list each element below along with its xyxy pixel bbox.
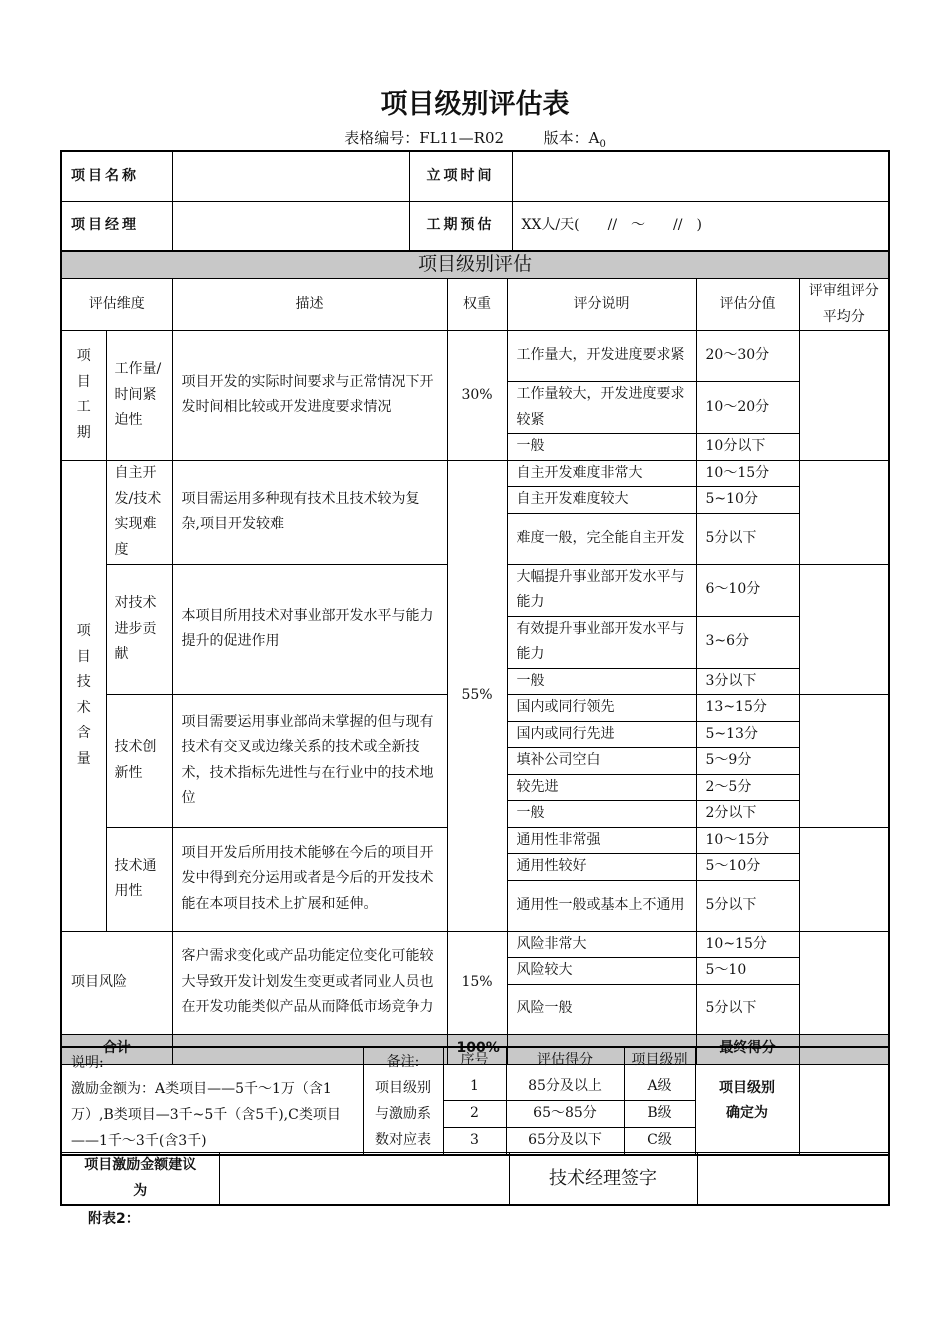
rule-score: 5分以下 — [696, 984, 799, 1034]
rule-text: 一般 — [507, 434, 696, 461]
sub-tech-difficulty: 自主开发/技术实现难度 — [106, 460, 172, 564]
rule-score: 5～9分 — [696, 748, 799, 775]
bonus-label: 项目激励金额建议为 — [61, 1153, 219, 1206]
weight-schedule: 30% — [447, 331, 507, 461]
rule-text: 工作量大，开发进度要求紧 — [507, 331, 696, 382]
start-time-label: 立项时间 — [409, 151, 512, 201]
row-level: C级 — [624, 1127, 695, 1155]
explain-text: 说明: 激励金额为：A类项目——5千～1万（含1万）,B类项目—3千~5千（含5千),C类项目——1千～3千(含3千) — [61, 1047, 363, 1155]
rule-text: 较先进 — [507, 774, 696, 801]
col-description: 描述 — [172, 279, 447, 331]
desc-risk: 客户需求变化或产品功能定位变化可能较大导致开发计划发生变更或者同业人员也在开发功能类似产品从而降低市场竞争力 — [172, 931, 447, 1034]
rule-score: 10～20分 — [696, 382, 799, 434]
rule-text: 国内或同行先进 — [507, 721, 696, 748]
hdr-seq: 序号 — [443, 1047, 506, 1074]
review-score-cell[interactable] — [799, 564, 889, 695]
weight-tech: 55% — [447, 460, 507, 931]
rule-text: 有效提升事业部开发水平与能力 — [507, 616, 696, 668]
total-weight: 100% — [447, 1034, 507, 1064]
col-dimension: 评估维度 — [61, 279, 172, 331]
dim-tech: 项目技术含量 — [61, 460, 106, 931]
sub-tech-contribution: 对技术进步贡献 — [106, 564, 172, 695]
remark-text: 备注: 项目级别与激励系数对应表 — [363, 1047, 443, 1155]
col-rule: 评分说明 — [507, 279, 696, 331]
rule-text: 通用性非常强 — [507, 827, 696, 854]
rule-text: 风险较大 — [507, 958, 696, 985]
rule-score: 5～10 — [696, 958, 799, 985]
rule-score: 10~15分 — [696, 931, 799, 958]
sub-tech-generality: 技术通用性 — [106, 827, 172, 931]
rule-text: 通用性一般或基本上不通用 — [507, 880, 696, 931]
hdr-level: 项目级别 — [624, 1047, 695, 1074]
rule-text: 风险一般 — [507, 984, 696, 1034]
rule-text: 大幅提升事业部开发水平与能力 — [507, 564, 696, 616]
section-title: 项目级别评估 — [61, 252, 889, 279]
sign-label: 技术经理签字 — [509, 1153, 697, 1206]
appendix-label: 附表2： — [88, 1211, 140, 1227]
row-score: 85分及以上 — [506, 1074, 624, 1100]
hdr-score: 评估得分 — [506, 1047, 624, 1074]
review-score-cell[interactable] — [799, 460, 889, 564]
review-score-cell[interactable] — [799, 331, 889, 461]
rule-score: 13~15分 — [696, 695, 799, 722]
rule-score: 2～5分 — [696, 774, 799, 801]
manager-label: 项目经理 — [61, 201, 172, 251]
rule-score: 10～15分 — [696, 827, 799, 854]
sub-workload: 工作量/时间紧迫性 — [106, 331, 172, 461]
duration-label: 工期预估 — [409, 201, 512, 251]
col-review-avg: 评审组评分平均分 — [799, 279, 889, 331]
dim-schedule: 项目工期 — [61, 331, 106, 461]
rule-score: 5分以下 — [696, 880, 799, 931]
row-level: A级 — [624, 1074, 695, 1100]
rule-score: 3分以下 — [696, 668, 799, 695]
row-level: B级 — [624, 1100, 695, 1127]
row-seq: 3 — [443, 1127, 506, 1155]
col-weight: 权重 — [447, 279, 507, 331]
row-seq: 2 — [443, 1100, 506, 1127]
rule-score: 20～30分 — [696, 331, 799, 382]
duration-field[interactable]: XX人/天( // ～ // ) — [512, 201, 889, 251]
dim-risk: 项目风险 — [61, 931, 172, 1034]
header-table — [60, 150, 890, 252]
rule-text: 风险非常大 — [507, 931, 696, 958]
rule-text: 难度一般，完全能自主开发 — [507, 513, 696, 564]
review-score-cell[interactable] — [799, 931, 889, 1034]
rule-score: 5~13分 — [696, 721, 799, 748]
rule-text: 一般 — [507, 668, 696, 695]
row-score: 65分及以下 — [506, 1127, 624, 1155]
rule-text: 工作量较大，开发进度要求较紧 — [507, 382, 696, 434]
desc-tech-contribution: 本项目所用技术对事业部开发水平与能力提升的促进作用 — [172, 564, 447, 695]
version: 版本：A — [543, 129, 600, 147]
rule-text: 自主开发难度非常大 — [507, 460, 696, 487]
rule-score: 2分以下 — [696, 801, 799, 828]
rule-score: 5～10分 — [696, 854, 799, 881]
bonus-table — [60, 1152, 890, 1206]
review-score-cell[interactable] — [799, 827, 889, 931]
row-score: 65～85分 — [506, 1100, 624, 1127]
page-title: 项目级别评估表 — [380, 89, 570, 120]
rule-text: 通用性较好 — [507, 854, 696, 881]
explanation-table — [60, 1046, 890, 1156]
desc-tech-difficulty: 项目需运用多种现有技术且技术较为复杂,项目开发较难 — [172, 460, 447, 564]
rule-score: 5分以下 — [696, 513, 799, 564]
sign-field[interactable] — [697, 1153, 889, 1206]
desc-tech-innovation: 项目需要运用事业部尚未掌握的但与现有技术有交叉或边缘关系的技术或全新技术，技术指标先进性与在行业中的技术地位 — [172, 695, 447, 828]
level-field[interactable] — [799, 1047, 889, 1155]
project-name-label: 项目名称 — [61, 151, 172, 201]
rule-text: 自主开发难度较大 — [507, 487, 696, 514]
version-sub: 0 — [599, 139, 606, 150]
manager-field[interactable] — [172, 201, 409, 251]
weight-risk: 15% — [447, 931, 507, 1034]
level-label: 项目级别确定为 — [695, 1047, 799, 1155]
review-score-cell[interactable] — [799, 695, 889, 828]
desc-tech-generality: 项目开发后所用技术能够在今后的项目开发中得到充分运用或者是今后的开发技术能在本项目技术上扩展和延伸。 — [172, 827, 447, 931]
rule-score: 10～15分 — [696, 460, 799, 487]
project-name-field[interactable] — [172, 151, 409, 201]
form-number-line — [0, 127, 950, 150]
rule-text: 填补公司空白 — [507, 748, 696, 775]
row-seq: 1 — [443, 1074, 506, 1100]
rule-score: 10分以下 — [696, 434, 799, 461]
rule-score: 6～10分 — [696, 564, 799, 616]
col-score: 评估分值 — [696, 279, 799, 331]
rule-text: 一般 — [507, 801, 696, 828]
form-number: 表格编号：FL11—R02 — [344, 129, 505, 147]
rule-score: 5~10分 — [696, 487, 799, 514]
desc-schedule: 项目开发的实际时间要求与正常情况下开发时间相比较或开发进度要求情况 — [172, 331, 447, 461]
total-label: 合计 — [61, 1034, 172, 1064]
rule-score: 3~6分 — [696, 616, 799, 668]
evaluation-table — [60, 251, 890, 1065]
sub-tech-innovation: 技术创新性 — [106, 695, 172, 828]
final-score-label: 最终得分 — [696, 1034, 799, 1064]
start-time-field[interactable] — [512, 151, 889, 201]
rule-text: 国内或同行领先 — [507, 695, 696, 722]
bonus-field[interactable] — [219, 1153, 509, 1206]
